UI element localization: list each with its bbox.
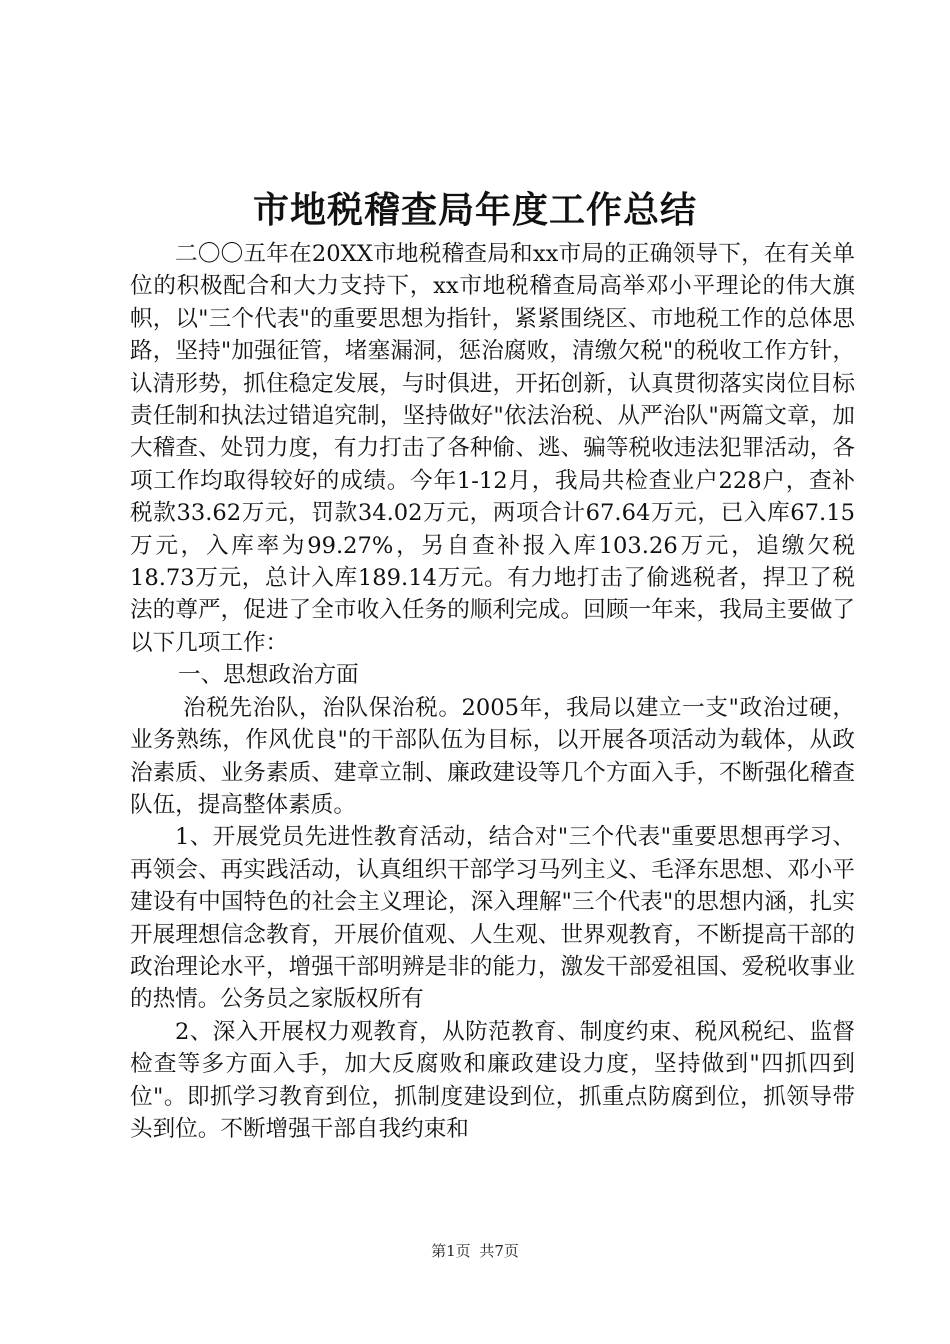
document-body	[130, 238, 855, 1145]
section-heading-ideology: 一、思想政治方面	[178, 662, 359, 689]
paragraph-item-1: 1、开展党员先进性教育活动，结合对"三个代表"重要思想再学习、再领会、再实践活动，认真组织干部学习马列主义、毛泽东思想、邓小平建设有中国特色的社会主义理论，深入理解"三个代表"的思想内涵，扎实开展理想信念教育，开展价值观、人生观、世界观教育，不断提高干部的政治理论水平，增强干部明辨是非的能力，激发干部爱祖国、爱税收事业的热情。公务员之家版权所有	[130, 824, 855, 1013]
paragraph-intro: 二〇〇五年在20XX市地税稽查局和xx市局的正确领导下，在有关单位的积极配合和大力支持下，xx市地税稽查局高举邓小平理论的伟大旗帜，以"三个代表"的重要思想为指针，紧紧围绕区、市地税工作的总体思路，坚持"加强征管，堵塞漏洞，惩治腐败，清缴欠税"的税收工作方针，认清形势，抓住稳定发展，与时俱进，开拓创新，认真贯彻落实岗位目标责任制和执法过错追究制，坚持做好"依法治税、从严治队"两篇文章，加大稽查、处罚力度，有力打击了各种偷、逃、骗等税收违法犯罪活动，各项工作均取得较好的成绩。今年1-12月，我局共检查业户228户，查补税款33.62万元，罚款34.02万元，两项合计67.64万元，已入库67.15万元，入库率为99.27%，另自查补报入库103.26万元，追缴欠税18.73万元，总计入库189.14万元。有力地打击了偷逃税者，捍卫了税法的尊严，促进了全市收入任务的顺利完成。回顾一年来，我局主要做了以下几项工作：	[130, 241, 855, 656]
document-title: 市地税稽查局年度工作总结	[252, 189, 697, 231]
page-footer	[0, 1240, 950, 1262]
paragraph-team-building: 治税先治队，治队保治税。2005年，我局以建立一支"政治过硬，业务熟练，作风优良"的干部队伍为目标，以开展各项活动为载体，从政治素质、业务素质、建章立制、廉政建设等几个方面入手，不断强化稽查队伍，提高整体素质。	[130, 694, 855, 818]
page-number: 第1页	[431, 1242, 471, 1260]
page-total: 共7页	[479, 1242, 519, 1260]
paragraph-item-2: 2、深入开展权力观教育，从防范教育、制度约束、税风税纪、监督检查等多方面入手，加大反腐败和廉政建设力度，坚持做到"四抓四到位"。即抓学习教育到位，抓制度建设到位，抓重点防腐到位，抓领导带头到位。不断增强干部自我约束和	[130, 1018, 855, 1142]
